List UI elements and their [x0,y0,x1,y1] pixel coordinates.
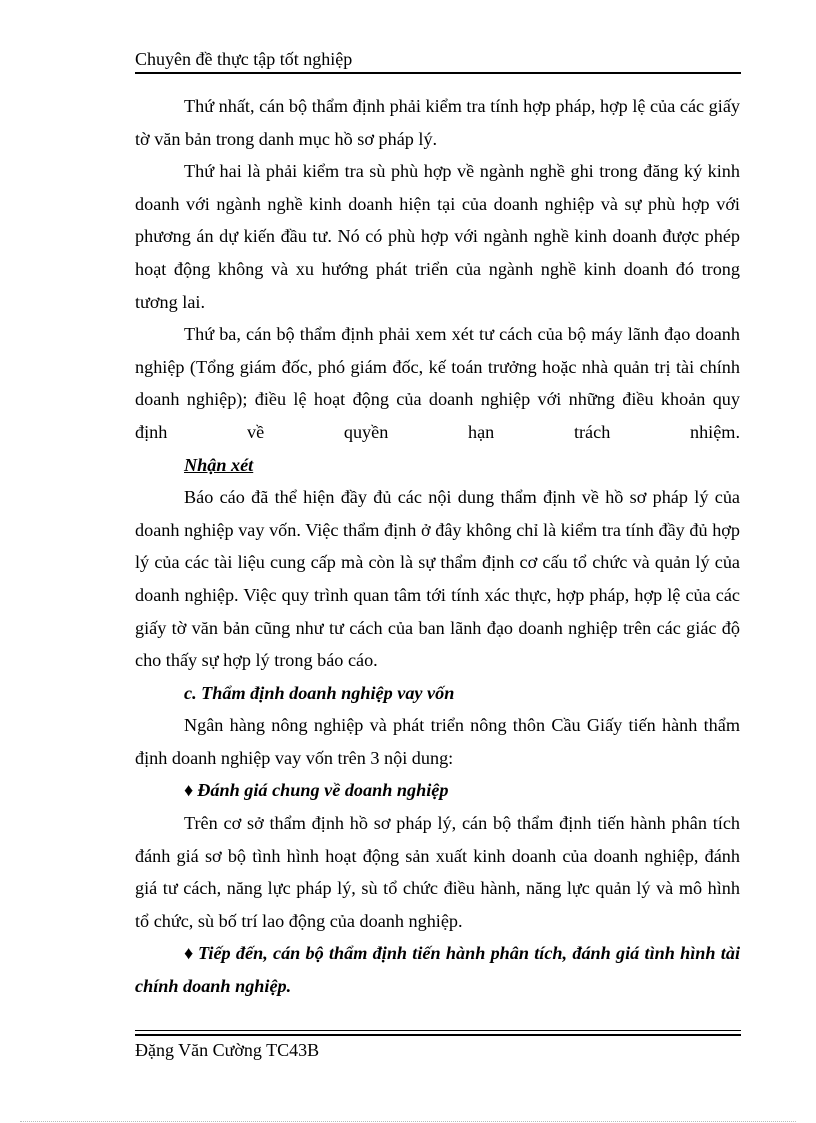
heading-section-c: c. Thẩm định doanh nghiệp vay vốn [184,682,455,703]
heading-danh-gia-chung [135,774,740,807]
footer-divider-thick [135,1034,741,1036]
diamond-bullet-icon: ♦ [184,780,194,801]
document-body [135,90,740,1003]
paragraph-ngan-hang: Ngân hàng nông nghiệp và phát triển nông thôn Cầu Giấy tiến hành thẩm định doanh nghiệp vay vốn trên 3 nội dung: [135,715,740,768]
header-divider [135,72,741,74]
paragraph-bao-cao: Báo cáo đã thể hiện đầy đủ các nội dung thẩm định về hồ sơ pháp lý của doanh nghiệp vay vốn. Việc thẩm định ở đây không chỉ là kiểm tra tính đầy đủ hợp lý của các tài liệu cung cấp mà còn là sự thẩm định cơ cấu tổ chức và quản lý của doanh nghiệp. Việc quy trình quan tâm tới tính xác thực, hợp pháp, hợp lệ của các giấy tờ văn bản cũng như tư cách của ban lãnh đạo doanh nghiệp trên các giác độ cho thấy sự hợp lý trong báo cáo. [135,487,740,671]
page-footer-author: Đặng Văn Cường TC43B [135,1040,320,1060]
paragraph-thu-hai: Thứ hai là phải kiểm tra sù phù hợp về ngành nghề ghi trong đăng ký kinh doanh với ngành nghề kinh doanh hiện tại của doanh nghiệp và sự phù hợp với phương án dự kiến đầu tư. Nó có phù hợp với ngành nghề kinh doanh được phép hoạt động không và xu hướng phát triển của ngành nghề kinh doanh đó trong tương lai. [135,161,740,312]
page-header-title: Chuyên đề thực tập tốt nghiệp [135,49,353,69]
paragraph-tiep-den-text: Tiếp đến, cán bộ thẩm định tiến hành phân tích, đánh giá tình hình tài chính doanh nghiệp. [135,943,740,997]
heading-nhan-xet [135,449,740,482]
page-edge-dotted-line [20,1121,796,1122]
paragraph-thu-ba: Thứ ba, cán bộ thẩm định phải xem xét tư cách của bộ máy lãnh đạo doanh nghiệp (Tổng giám đốc, phó giám đốc, kế toán trưởng hoặc nhà quản trị tài chính doanh nghiệp); điều lệ hoạt động của doanh nghiệp với những điều khoản quy định về quyền hạn trách nhiệm. [135,324,740,442]
paragraph-thu-nhat: Thứ nhất, cán bộ thẩm định phải kiểm tra tính hợp pháp, hợp lệ của các giấy tờ văn bản trong danh mục hồ sơ pháp lý. [135,96,740,149]
heading-nhan-xet-text: Nhận xét [184,454,254,475]
paragraph-tiep-den [135,937,740,1002]
heading-danh-gia-chung-text: Đánh giá chung về doanh nghiệp [197,780,449,801]
diamond-bullet-icon: ♦ [184,943,194,964]
paragraph-tren-co-so: Trên cơ sở thẩm định hồ sơ pháp lý, cán bộ thẩm định tiến hành phân tích đánh giá sơ bộ tình hình hoạt động sản xuất kinh doanh của doanh nghiệp, đánh giá tư cách, năng lực pháp lý, sù tổ chức điều hành, năng lực quản lý và mô hình tổ chức, sù bố trí lao động của doanh nghiệp. [135,813,740,931]
footer-divider-thin [135,1030,741,1031]
